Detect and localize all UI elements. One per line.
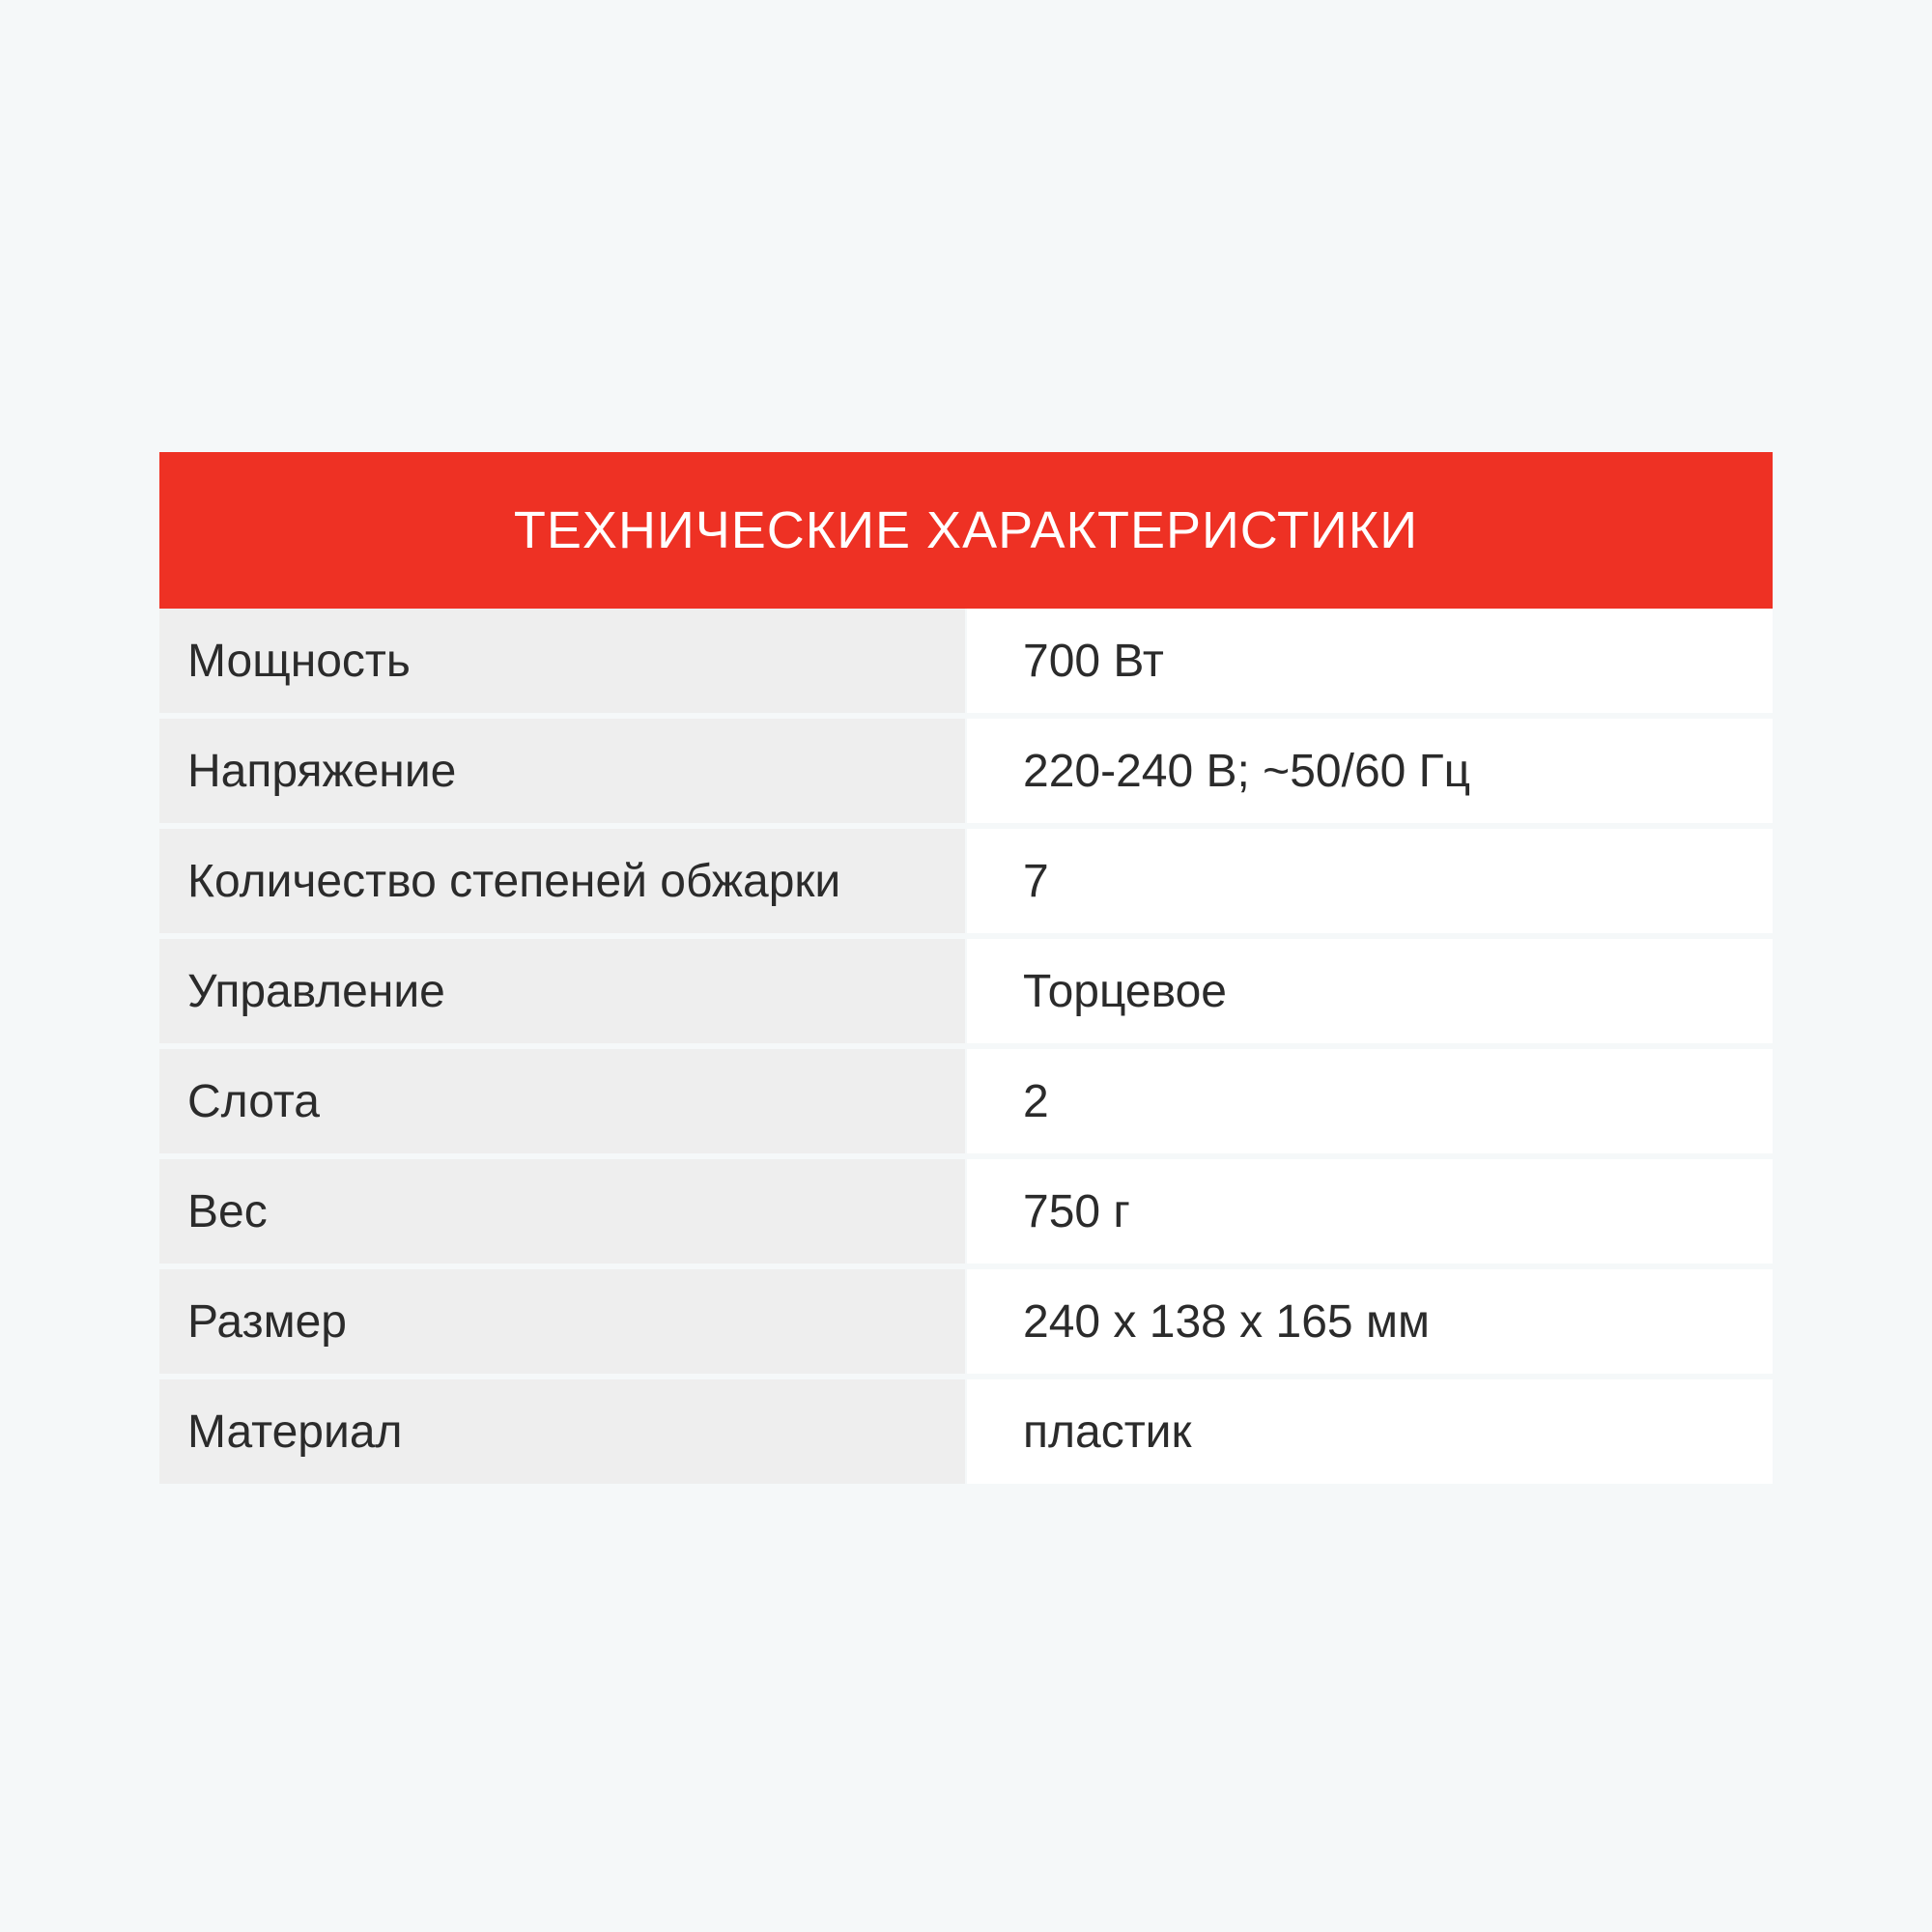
spec-label: Размер [159,1269,965,1374]
spec-value: Торцевое [967,939,1773,1043]
spec-label: Количество степеней обжарки [159,829,965,933]
spec-table [159,452,1773,1484]
table-row [159,829,1773,933]
table-row [159,719,1773,823]
spec-label: Слота [159,1049,965,1153]
spec-label: Управление [159,939,965,1043]
spec-value: 240 x 138 x 165 мм [967,1269,1773,1374]
spec-value: 2 [967,1049,1773,1153]
spec-label: Материал [159,1379,965,1484]
spec-label: Напряжение [159,719,965,823]
spec-value: 220-240 В; ~50/60 Гц [967,719,1773,823]
table-row [159,939,1773,1043]
table-row [159,1049,1773,1153]
spec-value: пластик [967,1379,1773,1484]
spec-label: Вес [159,1159,965,1264]
spec-value: 7 [967,829,1773,933]
table-row [159,1269,1773,1374]
spec-rows [159,609,1773,1484]
spec-table-title: ТЕХНИЧЕСКИЕ ХАРАКТЕРИСТИКИ [513,501,1419,559]
spec-value: 700 Вт [967,609,1773,713]
spec-label: Мощность [159,609,965,713]
table-row [159,1159,1773,1264]
table-row [159,609,1773,713]
table-row [159,1379,1773,1484]
spec-value: 750 г [967,1159,1773,1264]
spec-table-header [159,452,1773,609]
